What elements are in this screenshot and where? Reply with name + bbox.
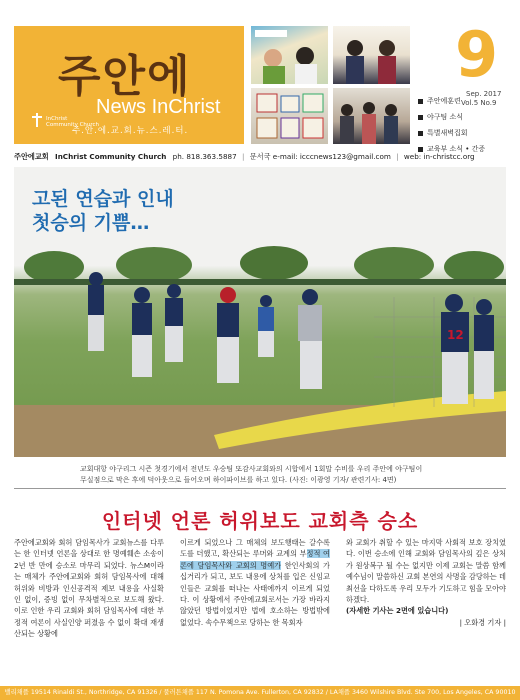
masthead-subtitle: 주.안.에.교.회.뉴.스.레.터. xyxy=(72,126,189,136)
masthead-news: News InChrist xyxy=(96,96,221,118)
website-link[interactable]: web: in-christcc.org xyxy=(403,152,475,161)
photo-dedication xyxy=(251,26,328,84)
feature-headline: 고된 연습과 인내 첫승의 기쁨… xyxy=(32,188,174,234)
phone: ph. 818.363.5887 xyxy=(172,152,237,161)
toc-item[interactable]: 주안에훈련 xyxy=(418,96,485,106)
bullet-icon xyxy=(418,147,423,152)
separator: | xyxy=(241,152,245,161)
contact-strip xyxy=(14,152,506,162)
bullet-icon xyxy=(418,131,423,136)
photo-congregation xyxy=(333,88,410,144)
toc-item[interactable]: 교육부 소식 • 간증 xyxy=(418,144,485,154)
logo-text: InChrist Community Church xyxy=(46,116,100,128)
issue-number: 9 xyxy=(455,18,499,91)
continued-note: (자세한 기사는 2면에 있습니다) xyxy=(346,606,449,616)
church-name-kr: 주안에교회 xyxy=(14,152,49,161)
toc-item[interactable]: 야구팀 소식 xyxy=(418,112,485,122)
bullet-icon xyxy=(418,115,423,120)
church-name-en: InChrist Community Church xyxy=(55,152,167,161)
article-title: 인터넷 언론 허위보도 교회측 승소 xyxy=(101,509,419,533)
svg-text:12: 12 xyxy=(447,328,464,342)
photo-artwork xyxy=(251,88,328,144)
table-of-contents xyxy=(418,96,485,160)
article-column-2: 이르게 되었으나 그 매체의 보도행태는 갈수록 도를 더했고, 확산되는 루머와 교계의 부정적 여론에 담임목사와 교회의 명예가 한인사회의 가십거리가 되고, 보도 내용에 상처를 입은 신임교인들은 교회를 떠나는 사태에까지 이르게 되었다. 이 상황에서 주안에교회로서는 가장 바라지 않았던 방법이었지만 법에 호소하는 방법밖에 없었다. 속수무책으로 당하는 한 목회자 xyxy=(180,538,330,627)
congregation-photo xyxy=(333,88,410,144)
bullet-icon xyxy=(418,99,423,104)
artwork-photo xyxy=(251,88,328,144)
church-logo-icon xyxy=(30,112,44,128)
toc-item[interactable]: 특별새벽집회 xyxy=(418,128,485,138)
separator: | xyxy=(396,152,399,161)
highlighted-text: 정적 여론에 담임목사와 교회의 명예가 xyxy=(180,549,330,570)
photo-speakers xyxy=(333,26,410,84)
issue-date: Sep. 2017 xyxy=(466,90,502,98)
byline: | 오화경 기자 | xyxy=(459,617,506,627)
photo-caption: 교회대항 야구리그 시즌 첫경기에서 전년도 우승팀 또감사교회와의 시합에서 1회말 수비를 우리 주안에 야구팀이 무실점으로 막은 후에 덕아웃으로 들어오며 하이파이브를 하고 있다. (사진: 이광영 기자/ 관련기사: 4면) xyxy=(80,465,423,484)
speakers-photo xyxy=(333,26,410,84)
baseball-photo xyxy=(14,167,506,457)
masthead xyxy=(14,26,244,144)
issue-volume: Vol.5 No.9 xyxy=(461,99,497,107)
divider xyxy=(14,488,506,489)
article-column-1: 주안에교회와 회허 담임목사가 교회뉴스를 다루는 한 인터넷 언론을 상대로 한 명예훼손 소송이 2년 반 만에 승소로 마무리 되었다. 뉴스M이라는 매체가 주안에교회와 회허 담임목사에 대해 허위와 비방과 인신공격적 제보 내용을 사실확인 없이, 증빙 없이 무차별적으로 보도해 왔다. 이로 인한 우리 교회와 회허 담임목사에 대한 부정적 여론이 사실인양 퍼졌음 수 없이 확대 재생산되는 상황에 xyxy=(14,538,164,639)
children-photo xyxy=(251,26,328,84)
article-column-3: 와 교회가 취할 수 있는 마지막 사회적 보호 장치였다. 이번 승소에 인해 교회와 담임목사의 깊은 상처가 원상복구 될 수는 없지만 이제 교회는 말씀 함께 예수님이 말씀하신 교회 본연의 사명을 감당하는 데 최선을 다하도록 우리 모두가 기도하고 힘을 모아야 하겠다. (자세한 기사는 2면에 있습니다) | 오화경 기자 | xyxy=(346,538,506,627)
masthead-title: 주안에 xyxy=(58,51,192,102)
office-email[interactable]: 문서국 e-mail: icccnews123@gmail.com xyxy=(249,152,391,161)
footer-addresses: 밸리채플 19514 Rinaldi St., Northridge, CA 91326 / 풀러튼채플 117 N. Pomona Ave. Fullerton, CA 92832 / LA채플 3460 Wilshire Blvd. Ste 700, Los Angeles, CA 90010 xyxy=(0,686,520,700)
